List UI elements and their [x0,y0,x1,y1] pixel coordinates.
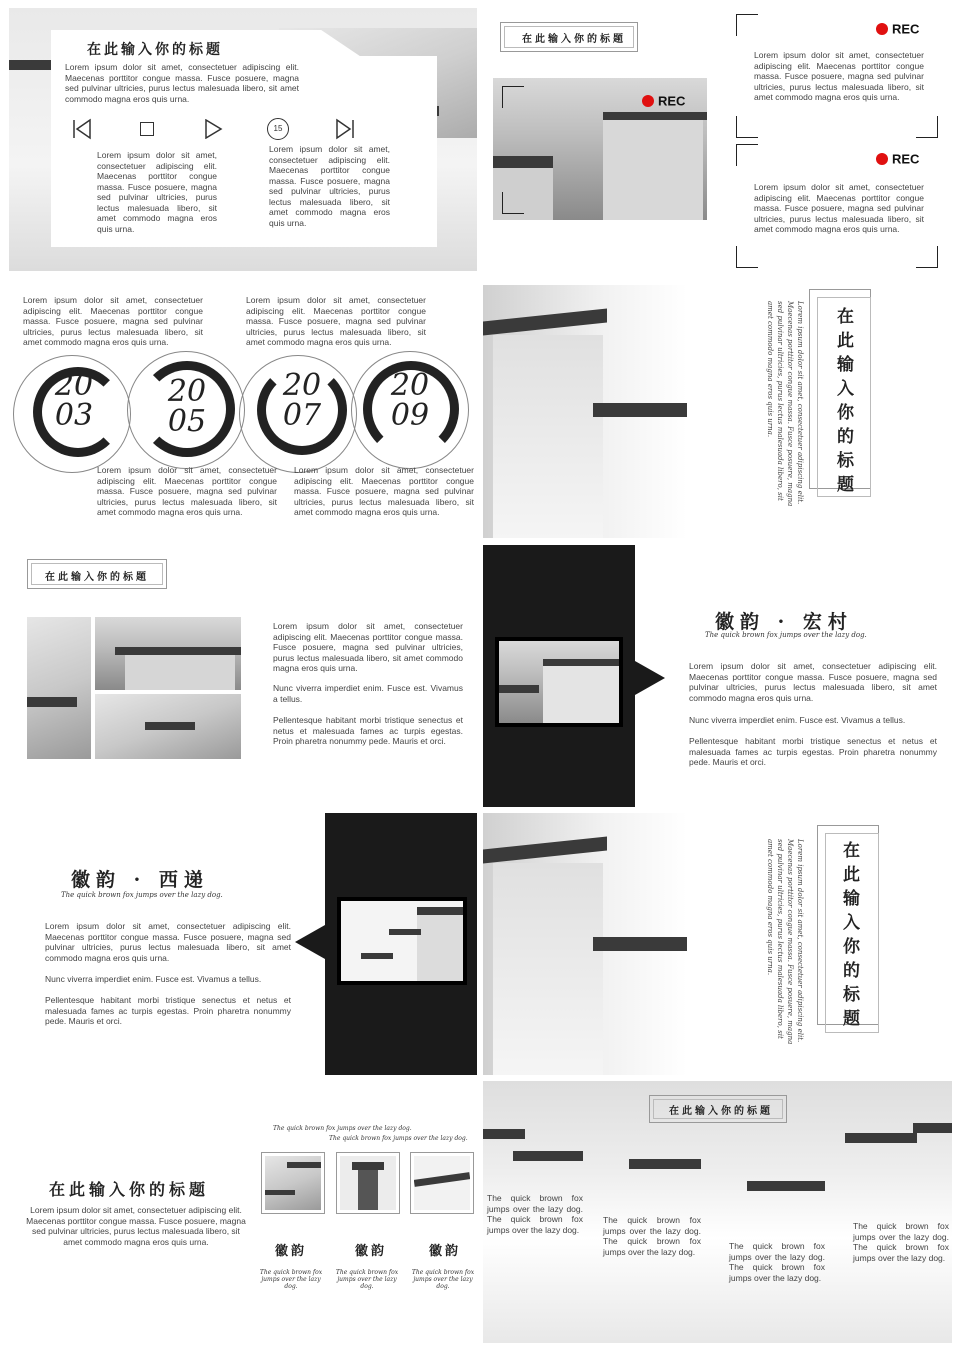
rec-indicator-top [876,20,919,38]
rec-label: REC [892,151,920,167]
rec-text-bottom: Lorem ipsum dolor sit amet, consectetuer adipiscing elit. Maecenas porttitor congue massa. Fusce posuere, magna sed pulvinar ultricies, purus lectus malesuada libero, sit amet commodo magna eros quis urna. [754,182,924,234]
intro-text: Lorem ipsum dolor sit amet, consectetuer adipiscing elit. Maecenas porttitor congue massa. Fusce posuere, magna sed pulvinar ultricies, purus lectus malesuada libero, sit amet commodo magna eros quis urna. [65,62,299,104]
year-label: 20 07 [282,368,322,433]
year-label: 20 09 [390,368,430,433]
slide-subtitle: The quick brown fox jumps over the lazy dog. [705,631,867,639]
body-text-2: Nunc viverra imperdiet enim. Fusce est. Vivamus a tellus. [689,715,906,725]
rec-text-top: Lorem ipsum dolor sit amet, consectetuer adipiscing elit. Maecenas porttitor congue massa. Fusce posuere, magna sed pulvinar ultricies, purus lectus malesuada libero, sit amet commodo magna eros quis urna. [754,50,924,102]
rec-indicator [642,92,685,110]
gateway-roof [913,1123,952,1133]
year-label: 20 05 [167,374,207,439]
slide-rec-text [722,8,952,271]
wall-photo [483,813,687,1075]
vertical-title: 在此输入你的标题 [839,841,859,1033]
photo-2 [340,1156,396,1210]
gateway-text-3: The quick brown fox jumps over the lazy dog. The quick brown fox jumps over the lazy dog. [729,1241,825,1283]
gateway-roof [513,1151,583,1161]
frame-corner [736,144,758,166]
body-text: Lorem ipsum dolor sit amet, consectetuer adipiscing elit. Maecenas porttitor congue massa. Fusce posuere, magna sed pulvinar ultricies, purus lectus malesuada libero, sit amet commodo magna eros quis urna. [26,1205,246,1247]
column-text-right: Lorem ipsum dolor sit amet, consectetuer adipiscing elit. Maecenas porttitor congue massa. Fusce posuere, magna sed pulvinar ultricies, purus lectus malesuada libero, sit amet commodo magna eros quis urna. [269,144,390,228]
slide-media-player [9,8,477,271]
year-label: 20 03 [54,368,94,433]
gateway-roof [747,1181,825,1191]
frame-corner [736,14,758,36]
photo-caption-1: The quick brown fox jumps over the lazy dog. [259,1269,323,1290]
timeline-text-1: Lorem ipsum dolor sit amet, consectetuer adipiscing elit. Maecenas porttitor congue massa. Fusce posuere, magna sed pulvinar ultricies, purus lectus malesuada libero, sit amet commodo magna eros quis urna. [23,295,203,347]
vertical-body-text: Lorem ipsum dolor sit amet, consectetuer adipiscing elit. Maecenas porttitor congue massa. Fusce posuere, magna sed pulvinar ultricies, purus lectus malesuada libero, sit amet commodo magna eros quis urna. [766,301,804,507]
timeline-text-3: Lorem ipsum dolor sit amet, consectetuer adipiscing elit. Maecenas porttitor congue massa. Fusce posuere, magna sed pulvinar ultricies, purus lectus malesuada libero, sit amet commodo magna eros quis urna. [97,465,277,517]
frame-corner [916,116,938,138]
slide-timeline [9,285,477,538]
rec-label: REC [892,21,920,37]
photo-1 [265,1156,321,1210]
slide-title: 徽韵 · 西递 [71,869,209,891]
slide-subtitle: The quick brown fox jumps over the lazy dog. [61,891,223,899]
rec-dot-icon [876,23,888,35]
timeline-text-4: Lorem ipsum dolor sit amet, consectetuer adipiscing elit. Maecenas porttitor congue massa. Fusce posuere, magna sed pulvinar ultricies, purus lectus malesuada libero, sit amet commodo magna eros quis urna. [294,465,474,517]
frame-corner [502,192,524,214]
pointer-arrow-icon [635,661,665,695]
gateway-roof [483,1129,525,1139]
timer-icon[interactable] [267,118,289,140]
photo-caption-2: The quick brown fox jumps over the lazy dog. [335,1269,399,1290]
body-text-3: Pellentesque habitant morbi tristique senectus et netus et malesuada fames ac turpis egestas. Proin pharetra nonummy pede. Mauris et orci. [689,736,937,767]
xidi-photo [341,901,463,981]
pointer-arrow-icon [295,925,325,959]
gateway-text-2: The quick brown fox jumps over the lazy dog. The quick brown fox jumps over the lazy dog. [603,1215,701,1257]
body-text-2: Nunc viverra imperdiet enim. Fusce est. Vivamus a tellus. [273,683,463,704]
slide-rec-photo [484,8,716,271]
photo-label-1: 徽韵 [275,1244,308,1259]
slide-title: 在此输入你的标题 [522,34,626,45]
body-text-1: Lorem ipsum dolor sit amet, consectetuer adipiscing elit. Maecenas porttitor congue massa. Fusce posuere, magna sed pulvinar ultricies, purus lectus malesuada libero, sit amet commodo magna eros quis urna. [689,661,937,703]
rec-indicator-bottom [876,150,919,168]
vertical-body-text: Lorem ipsum dolor sit amet, consectetuer adipiscing elit. Maecenas porttitor congue massa. Fusce posuere, magna sed pulvinar ultricies, purus lectus malesuada libero, sit amet commodo magna eros quis urna. [766,839,804,1045]
slide-xidi [9,813,477,1075]
top-caption-2: The quick brown fox jumps over the lazy dog. [329,1135,468,1142]
timeline-text-2: Lorem ipsum dolor sit amet, consectetuer adipiscing elit. Maecenas porttitor congue massa. Fusce posuere, magna sed pulvinar ultricies, purus lectus malesuada libero, sit amet commodo magna eros quis urna. [246,295,426,347]
slide-photo-grid [9,545,477,807]
body-text-2: Nunc viverra imperdiet enim. Fusce est. Vivamus a tellus. [45,974,262,984]
stop-icon[interactable] [140,122,154,136]
play-icon[interactable] [203,119,223,139]
gateway-text-4: The quick brown fox jumps over the lazy dog. The quick brown fox jumps over the lazy dog. [853,1221,949,1263]
slide-three-photos [9,1081,477,1343]
slide-gateways [483,1081,952,1343]
photo-3 [414,1156,470,1210]
frame-corner [736,246,758,268]
rec-label: REC [658,93,686,109]
photo-label-3: 徽韵 [429,1244,462,1259]
slide-vertical-title [483,285,952,538]
body-text-3: Pellentesque habitant morbi tristique senectus et netus et malesuada fames ac turpis egestas. Proin pharetra nonummy pede. Mauris et orci. [45,995,291,1026]
gateway-roof [629,1159,701,1169]
photo-label-2: 徽韵 [355,1244,388,1259]
gateway-text-1: The quick brown fox jumps over the lazy dog. The quick brown fox jumps over the lazy dog. [487,1193,583,1235]
rec-dot-icon [876,153,888,165]
body-text-3: Pellentesque habitant morbi tristique senectus et netus et malesuada fames ac turpis egestas. Proin pharetra nonummy pede. Mauris et orci. [273,715,463,746]
photo-tall [27,617,91,759]
photo-top [95,617,241,690]
skip-back-icon[interactable] [71,118,93,140]
slide-title: 在此输入你的标题 [669,1106,773,1117]
slide-title: 在此输入你的标题 [87,42,223,58]
slide-title: 徽韵 · 宏村 [715,611,853,633]
wall-photo [483,285,687,538]
body-text-1: Lorem ipsum dolor sit amet, consectetuer adipiscing elit. Maecenas porttitor congue massa. Fusce posuere, magna sed pulvinar ultricies, purus lectus malesuada libero, sit amet commodo magna eros quis urna. [273,621,463,673]
photo-caption-3: The quick brown fox jumps over the lazy dog. [411,1269,475,1290]
body-text-1: Lorem ipsum dolor sit amet, consectetuer adipiscing elit. Maecenas porttitor congue massa. Fusce posuere, magna sed pulvinar ultricies, purus lectus malesuada libero, sit amet commodo magna eros quis urna. [45,921,291,963]
frame-corner [502,86,524,108]
photo-bottom [95,694,241,759]
frame-corner [916,246,938,268]
slide-title: 在此输入你的标题 [49,1180,210,1199]
skip-forward-icon[interactable] [334,118,356,140]
roof-silhouette [9,60,51,70]
timer-value: 15 [273,124,283,133]
slide-hongcun [483,545,952,807]
slide-title: 在此输入你的标题 [45,572,149,583]
frame-corner [736,116,758,138]
vertical-title: 在此输入你的标题 [833,307,853,499]
top-caption-1: The quick brown fox jumps over the lazy dog. [273,1125,412,1132]
hongcun-photo [499,641,619,723]
column-text-left: Lorem ipsum dolor sit amet, consectetuer adipiscing elit. Maecenas porttitor congue massa. Fusce posuere, magna sed pulvinar ultricies, purus lectus malesuada libero, sit amet commodo magna eros quis urna. [97,150,217,234]
gateway-roof [845,1133,917,1143]
slide-vertical-title-2 [483,813,952,1075]
rec-dot-icon [642,95,654,107]
